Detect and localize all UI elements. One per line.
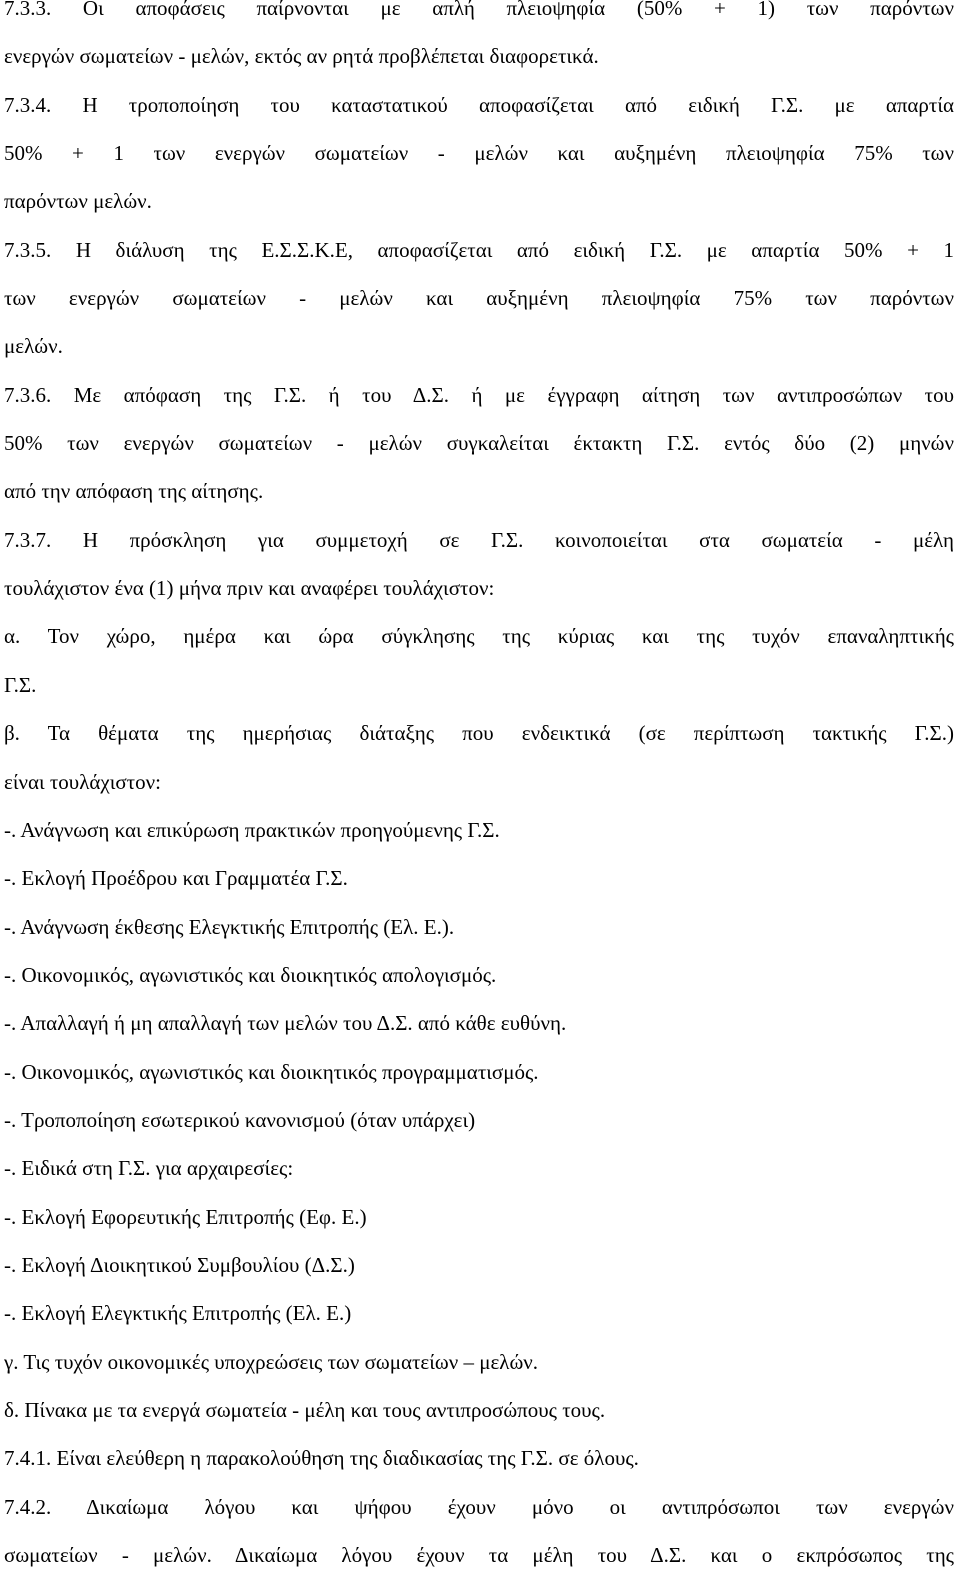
text-line: -. Ανάγνωση και επικύρωση πρακτικών προηγούμενης Γ.Σ. [4, 817, 500, 842]
text-line: ενεργών σωματείων - μελών, εκτός αν ρητά προβλέπεται διαφορετικά. [4, 44, 599, 69]
text-line: -. Εκλογή Εφορευτικής Επιτροπής (Εφ. Ε.) [4, 1204, 367, 1229]
text-line: -. Οικονομικός, αγωνιστικός και διοικητικός προγραμματισμός. [4, 1059, 539, 1084]
text-line: 7.4.1. Είναι ελεύθερη η παρακολούθηση της διαδικασίας της Γ.Σ. σε όλους. [4, 1446, 639, 1471]
text-line: 7.3.6. Με απόφαση της Γ.Σ. ή του Δ.Σ. ή με έγγραφη αίτηση των αντιπροσώπων του [4, 382, 954, 407]
text-line: -. Τροποποίηση εσωτερικού κανονισμού (όταν υπάρχει) [4, 1107, 476, 1132]
text-line: 7.3.7. Η πρόσκληση για συμμετοχή σε Γ.Σ. κοινοποιείται στα σωματεία - μέλη [4, 527, 954, 552]
text-line: 7.3.3. Οι αποφάσεις παίρνονται με απλή πλειοψηφία (50% + 1) των παρόντων [4, 0, 954, 20]
text-line: των ενεργών σωματείων - μελών και αυξημένη πλειοψηφία 75% των παρόντων [4, 286, 954, 311]
text-line: β. Τα θέματα της ημερήσιας διάταξης που ενδεικτικά (σε περίπτωση τακτικής Γ.Σ.) [4, 721, 954, 746]
text-line: 7.3.4. Η τροποποίηση του καταστατικού αποφασίζεται από ειδική Γ.Σ. με απαρτία [4, 92, 954, 117]
text-line: παρόντων μελών. [4, 189, 152, 214]
text-line: -. Εκλογή Διοικητικού Συμβουλίου (Δ.Σ.) [4, 1252, 355, 1277]
text-line: -. Εκλογή Προέδρου και Γραμματέα Γ.Σ. [4, 866, 348, 891]
text-line: 7.3.5. Η διάλυση της Ε.Σ.Σ.Κ.Ε, αποφασίζεται από ειδική Γ.Σ. με απαρτία 50% + 1 [4, 237, 954, 262]
text-line: γ. Τις τυχόν οικονομικές υποχρεώσεις των σωματείων – μελών. [4, 1349, 539, 1374]
text-line: Γ.Σ. [4, 672, 37, 697]
text-line: σωματείων - μελών. Δικαίωμα λόγου έχουν τα μέλη του Δ.Σ. και ο εκπρόσωπος της [4, 1543, 954, 1567]
text-line: από την απόφαση της αίτησης. [4, 479, 264, 504]
text-line: α. Τον χώρο, ημέρα και ώρα σύγκλησης της κύριας και της τυχόν επαναληπτικής [4, 624, 954, 649]
text-line: μελών. [4, 334, 63, 359]
text-line: -. Απαλλαγή ή μη απαλλαγή των μελών του Δ.Σ. από κάθε ευθύνη. [4, 1011, 567, 1036]
text-line: -. Εκλογή Ελεγκτικής Επιτροπής (Ελ. Ε.) [4, 1301, 352, 1326]
text-line: -. Οικονομικός, αγωνιστικός και διοικητικός απολογισμός. [4, 962, 497, 987]
text-line: τουλάχιστον ένα (1) μήνα πριν και αναφέρει τουλάχιστον: [4, 576, 495, 601]
text-line: 7.4.2. Δικαίωμα λόγου και ψήφου έχουν μόνο οι αντιπρόσωποι των ενεργών [4, 1494, 954, 1519]
text-line: είναι τουλάχιστον: [4, 769, 161, 794]
text-line: 50% των ενεργών σωματείων - μελών συγκαλείται έκτακτη Γ.Σ. εντός δύο (2) μηνών [4, 431, 954, 456]
text-line: -. Ειδικά στη Γ.Σ. για αρχαιρεσίες: [4, 1156, 294, 1181]
text-line: δ. Πίνακα με τα ενεργά σωματεία - μέλη και τους αντιπροσώπους τους. [4, 1397, 606, 1422]
text-line: -. Ανάγνωση έκθεσης Ελεγκτικής Επιτροπής (Ελ. Ε.). [4, 914, 455, 939]
text-line: 50% + 1 των ενεργών σωματείων - μελών και αυξημένη πλειοψηφία 75% των [4, 141, 954, 166]
